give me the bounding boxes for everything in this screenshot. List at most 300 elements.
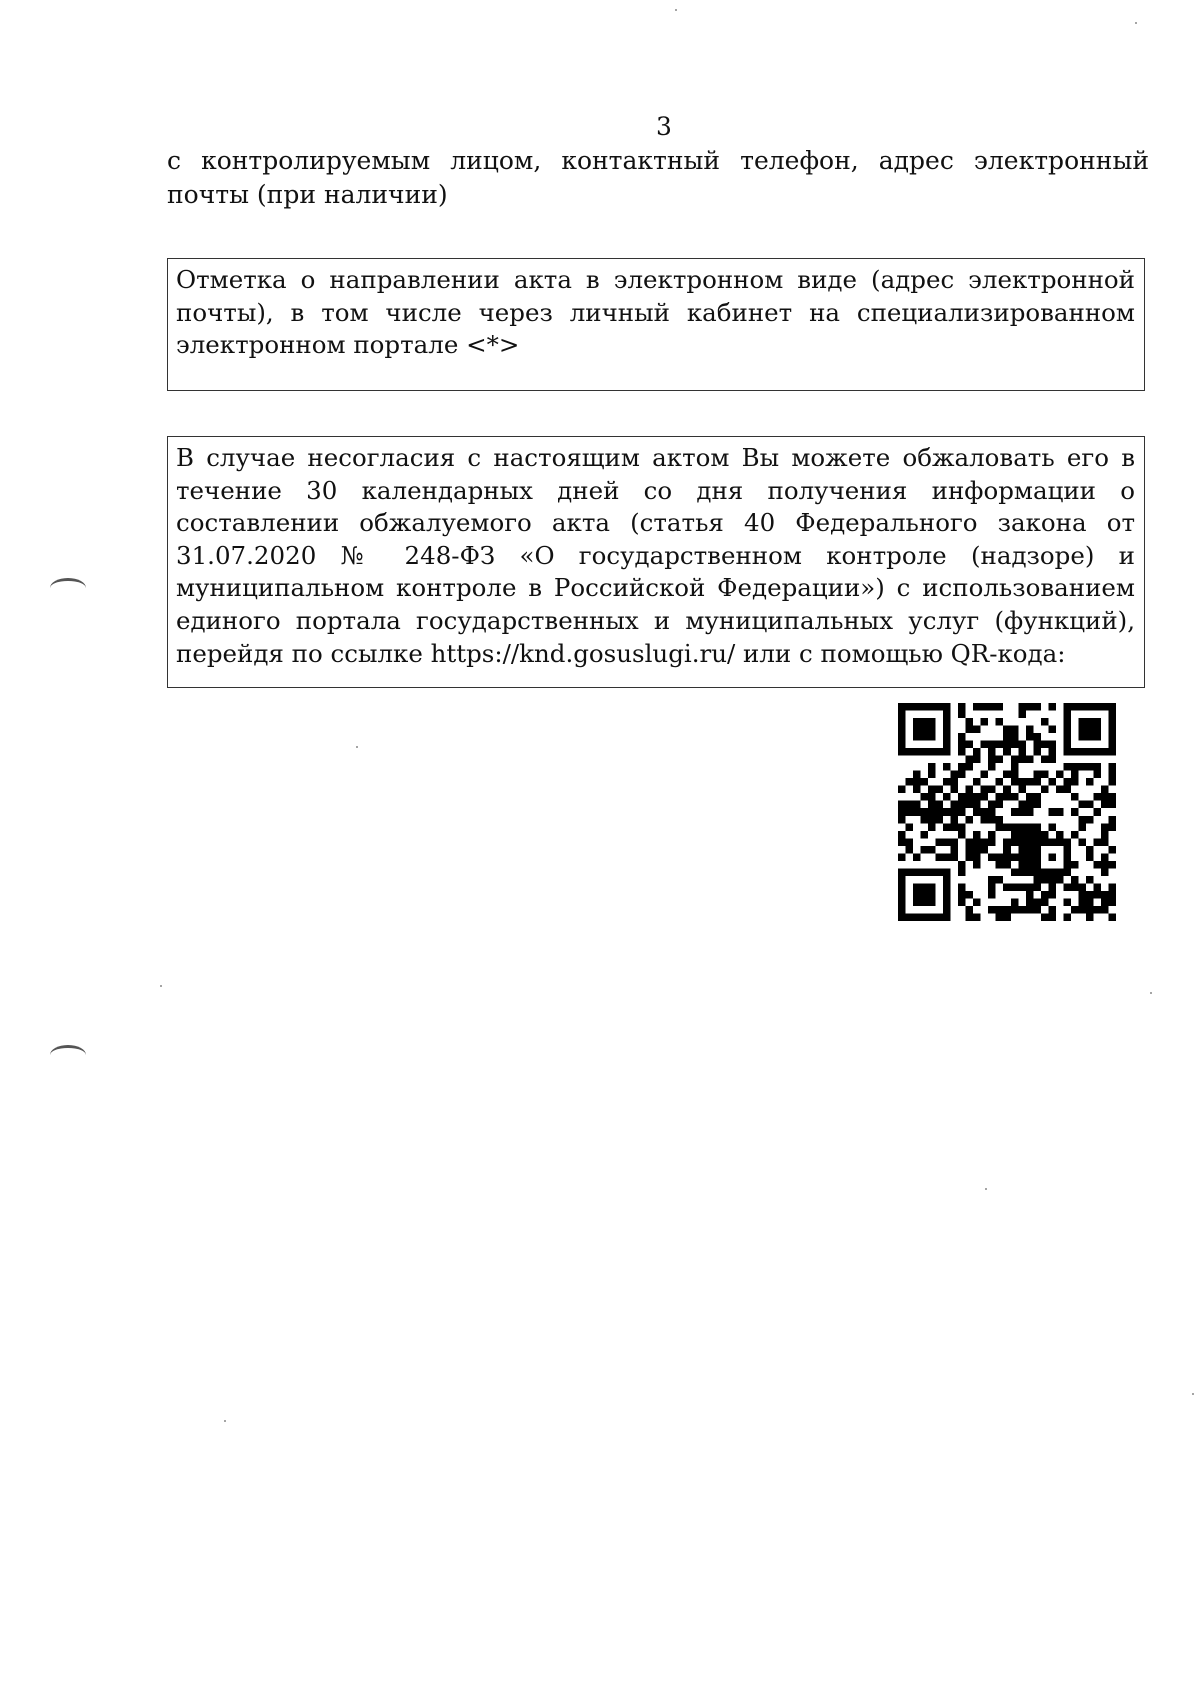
qr-module [928,816,936,824]
qr-module [1071,808,1079,816]
qr-module [943,741,951,749]
qr-module [1093,883,1101,891]
qr-module [1078,801,1086,809]
qr-module [898,703,906,711]
qr-module [913,778,921,786]
qr-module [913,898,921,906]
qr-module [913,771,921,779]
qr-module [1063,786,1071,794]
qr-module [1003,883,1011,891]
qr-module [996,793,1004,801]
qr-module [996,853,1004,861]
qr-module [1063,861,1071,869]
qr-module [1048,726,1056,734]
qr-module [906,846,914,854]
qr-module [1078,718,1086,726]
qr-module [1048,823,1056,831]
qr-module [1071,906,1079,914]
qr-module [928,913,936,921]
qr-module [943,891,951,899]
qr-module [1056,786,1064,794]
qr-module [966,846,974,854]
qr-module [1093,838,1101,846]
qr-module [988,876,996,884]
qr-module [1108,733,1116,741]
qr-module [1063,711,1071,719]
qr-module [928,786,936,794]
qr-module [943,883,951,891]
qr-module [1086,801,1094,809]
qr-module [921,733,929,741]
qr-module [988,786,996,794]
qr-module [1026,861,1034,869]
qr-module [936,801,944,809]
intro-text: с контролируемым лицом, контактный телефон, адрес электронный почты (при наличии) [167,146,1149,209]
qr-module [898,718,906,726]
qr-module [1108,748,1116,756]
qr-module [1101,786,1109,794]
qr-module [906,801,914,809]
qr-module [1018,861,1026,869]
qr-module [1093,763,1101,771]
qr-module [1033,853,1041,861]
qr-module [1033,868,1041,876]
qr-module [958,801,966,809]
qr-module [906,778,914,786]
qr-module [1018,823,1026,831]
qr-module [958,741,966,749]
qr-module [921,748,929,756]
qr-module [1048,741,1056,749]
qr-module [988,741,996,749]
qr-module [1033,831,1041,839]
qr-module [958,831,966,839]
qr-module [1101,861,1109,869]
qr-module [921,726,929,734]
qr-module [898,883,906,891]
qr-module [1071,861,1079,869]
qr-module [1026,898,1034,906]
qr-module [981,741,989,749]
qr-module [1093,793,1101,801]
qr-module [1048,756,1056,764]
qr-module [1033,906,1041,914]
qr-module [1003,748,1011,756]
qr-module [1026,756,1034,764]
qr-module [928,868,936,876]
qr-module [898,786,906,794]
qr-module [1078,726,1086,734]
qr-module [981,793,989,801]
qr-code-icon [898,700,1116,924]
qr-module [958,711,966,719]
qr-module [1078,891,1086,899]
qr-module [1003,741,1011,749]
qr-module [1086,748,1094,756]
qr-module [943,748,951,756]
qr-module [1003,786,1011,794]
qr-module [1033,883,1041,891]
qr-module [1003,823,1011,831]
qr-module [898,898,906,906]
qr-module [988,838,996,846]
qr-module [1063,718,1071,726]
qr-module [943,853,951,861]
qr-module [973,838,981,846]
qr-module [928,748,936,756]
qr-module [1011,778,1019,786]
qr-module [1018,831,1026,839]
qr-module [1048,808,1056,816]
qr-module [1048,906,1056,914]
qr-module [1041,838,1049,846]
qr-module [928,763,936,771]
qr-module [1018,838,1026,846]
qr-module [1003,853,1011,861]
qr-module [936,786,944,794]
qr-module [913,801,921,809]
qr-module [1078,838,1086,846]
qr-module [958,808,966,816]
qr-module [1101,853,1109,861]
qr-module [1101,793,1109,801]
qr-module [913,786,921,794]
qr-module [943,793,951,801]
qr-module [913,883,921,891]
qr-module [1003,913,1011,921]
qr-module [898,876,906,884]
qr-module [1011,868,1019,876]
qr-module [921,898,929,906]
qr-module [988,831,996,839]
qr-module [898,808,906,816]
qr-module [1003,793,1011,801]
qr-module [1078,906,1086,914]
qr-module [943,763,951,771]
qr-module [1078,898,1086,906]
qr-module [1011,898,1019,906]
qr-module [996,778,1004,786]
qr-module [1086,733,1094,741]
qr-module [1033,733,1041,741]
qr-module [1108,846,1116,854]
qr-module [1078,703,1086,711]
qr-module [966,816,974,824]
qr-module [913,868,921,876]
qr-module [898,913,906,921]
qr-module [1026,778,1034,786]
qr-module [1018,748,1026,756]
qr-module [921,891,929,899]
qr-module [943,838,951,846]
qr-module [973,778,981,786]
qr-module [898,741,906,749]
qr-module [1003,906,1011,914]
qr-module [951,786,959,794]
qr-module [1033,861,1041,869]
qr-module [1078,733,1086,741]
qr-module [1003,771,1011,779]
appeal-info-text: В случае несогласия с настоящим актом Вы можете обжаловать его в течение 30 календарных дней со дня получения информации о составлении обжалуемого акта (статья 40 Федерального закона от 31.07.2020 № 248-ФЗ «О государственном контроле (надзоре) и муниципальном контроле в Российской Федерации») с использованием единого портала государственных и муниципальных услуг (функций), перейдя по ссылке https://knd.gosuslugi.ru/ или с помощью QR-кода: [176,443,1135,668]
qr-module [928,898,936,906]
qr-module [1108,726,1116,734]
electronic-delivery-box [167,258,1145,391]
qr-module [988,801,996,809]
qr-module [1063,763,1071,771]
qr-module [1071,703,1079,711]
qr-module [936,703,944,711]
qr-module [943,823,951,831]
qr-module [936,838,944,846]
qr-module [1041,898,1049,906]
qr-module [906,823,914,831]
qr-module [1086,718,1094,726]
qr-module [966,853,974,861]
qr-module [1086,763,1094,771]
qr-module [928,726,936,734]
qr-module [1086,853,1094,861]
qr-module [1108,703,1116,711]
qr-module [1078,748,1086,756]
qr-module [973,801,981,809]
scan-speck [675,9,677,11]
qr-module [1093,718,1101,726]
qr-module [898,868,906,876]
qr-module [1093,906,1101,914]
qr-module [1063,726,1071,734]
qr-module [988,853,996,861]
qr-module [1093,808,1101,816]
qr-module [1018,906,1026,914]
qr-module [1071,883,1079,891]
qr-module [981,808,989,816]
qr-module [943,733,951,741]
qr-module [951,778,959,786]
qr-module [906,703,914,711]
qr-module [1078,823,1086,831]
qr-module [1018,756,1026,764]
qr-module [973,853,981,861]
qr-module [996,718,1004,726]
qr-module [1033,838,1041,846]
qr-module [913,703,921,711]
qr-module [913,726,921,734]
qr-module [921,831,929,839]
qr-module [1033,898,1041,906]
qr-module [928,883,936,891]
qr-module [966,801,974,809]
qr-module [898,816,906,824]
qr-module [1063,853,1071,861]
qr-module [981,718,989,726]
qr-module [928,801,936,809]
qr-module [1086,703,1094,711]
qr-module [996,816,1004,824]
qr-module [906,808,914,816]
qr-module [1086,898,1094,906]
qr-module [1093,861,1101,869]
qr-module [981,838,989,846]
qr-module [928,808,936,816]
qr-module [981,786,989,794]
qr-module [928,891,936,899]
qr-module [1108,771,1116,779]
qr-module [1041,876,1049,884]
qr-module [1011,883,1019,891]
qr-module [966,913,974,921]
qr-module [1108,793,1116,801]
qr-module [951,771,959,779]
qr-module [1003,861,1011,869]
qr-module [1108,861,1116,869]
qr-module [981,846,989,854]
qr-module [1063,913,1071,921]
qr-module [1101,748,1109,756]
qr-module [1101,906,1109,914]
scan-speck [160,985,162,987]
qr-module [943,778,951,786]
qr-module [1093,703,1101,711]
qr-module [1026,801,1034,809]
qr-module [1101,868,1109,876]
qr-module [1078,883,1086,891]
qr-module [1063,748,1071,756]
qr-module [958,703,966,711]
qr-module [1003,733,1011,741]
qr-module [1026,906,1034,914]
qr-module [906,868,914,876]
qr-module [928,718,936,726]
qr-module [1011,793,1019,801]
qr-module [1033,793,1041,801]
qr-module [928,793,936,801]
qr-module [1018,741,1026,749]
qr-module [1018,703,1026,711]
qr-module [928,771,936,779]
qr-module [1086,906,1094,914]
qr-module [1011,906,1019,914]
qr-module [988,756,996,764]
qr-module [988,703,996,711]
scan-speck [1135,22,1137,24]
qr-module [951,808,959,816]
qr-module [988,816,996,824]
qr-module [1071,778,1079,786]
qr-module [996,703,1004,711]
qr-module [958,868,966,876]
qr-module [1101,703,1109,711]
qr-module [943,876,951,884]
qr-module [966,906,974,914]
qr-module [951,823,959,831]
qr-module [1063,703,1071,711]
qr-module [936,913,944,921]
qr-module [981,771,989,779]
qr-module [996,906,1004,914]
qr-code[interactable] [898,700,1116,924]
qr-module [921,703,929,711]
qr-module [958,898,966,906]
punch-mark-bottom [50,1045,86,1065]
qr-module [1033,771,1041,779]
qr-module [1056,868,1064,876]
qr-module [966,763,974,771]
qr-module [1063,838,1071,846]
qr-module [943,703,951,711]
qr-module [951,846,959,854]
qr-module [1108,718,1116,726]
qr-module [913,733,921,741]
qr-module [1071,771,1079,779]
qr-module [928,703,936,711]
qr-module [958,763,966,771]
qr-module [1018,801,1026,809]
qr-module [1011,808,1019,816]
qr-module [898,853,906,861]
qr-module [1018,868,1026,876]
qr-module [921,718,929,726]
scan-speck [1192,1393,1194,1395]
qr-module [913,718,921,726]
qr-module [921,846,929,854]
qr-module [898,711,906,719]
qr-module [1101,898,1109,906]
qr-module [1063,846,1071,854]
qr-module [1041,756,1049,764]
qr-module [973,846,981,854]
qr-module [1108,898,1116,906]
qr-module [1063,868,1071,876]
qr-module [1041,741,1049,749]
qr-module [906,748,914,756]
qr-module [1093,726,1101,734]
qr-module [966,741,974,749]
qr-module [943,726,951,734]
qr-module [988,808,996,816]
qr-module [981,703,989,711]
qr-module [1018,853,1026,861]
qr-module [921,913,929,921]
qr-module [966,756,974,764]
electronic-delivery-text: Отметка о направлении акта в электронном виде (адрес электронной почты), в том числе через личный кабинет на специализированном электронном портале <*> [176,265,1135,360]
qr-module [973,898,981,906]
qr-module [1018,883,1026,891]
qr-module [1101,801,1109,809]
qr-module [928,733,936,741]
scan-speck [356,746,358,748]
qr-module [1093,733,1101,741]
qr-module [988,906,996,914]
page-number: 3 [656,112,672,141]
qr-module [943,808,951,816]
qr-module [1078,816,1086,824]
qr-module [913,853,921,861]
qr-module [1026,838,1034,846]
qr-module [1108,711,1116,719]
qr-module [936,868,944,876]
qr-module [951,838,959,846]
qr-module [996,823,1004,831]
qr-module [966,891,974,899]
qr-module [898,891,906,899]
qr-module [958,748,966,756]
qr-module [943,711,951,719]
qr-module [1033,876,1041,884]
punch-mark-top [50,578,86,598]
qr-module [913,808,921,816]
qr-module [1093,771,1101,779]
qr-module [1041,868,1049,876]
